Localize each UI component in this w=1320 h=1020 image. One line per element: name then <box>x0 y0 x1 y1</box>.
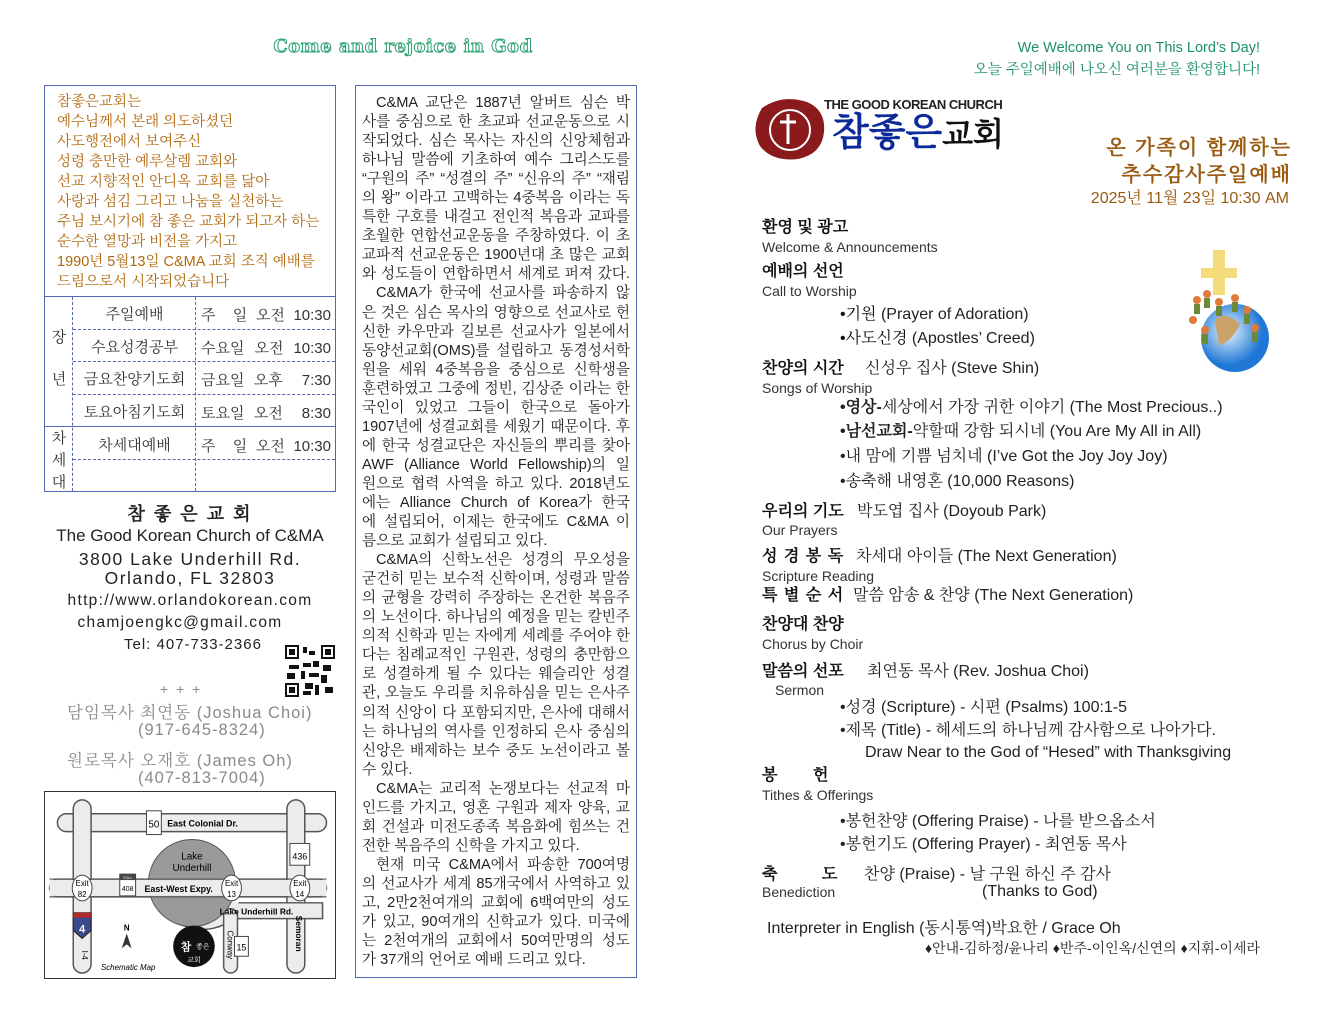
article-line: C&MA 교단은 1887년 알버트 심슨 박 <box>376 95 630 111</box>
email-link[interactable]: chamjoengkc@gmail.com <box>77 614 283 631</box>
item-songs-kr: 찬양의 시간 <box>762 360 844 377</box>
article-line: 굳건히 믿는 보수적 신학이며, 성령과 말씀 <box>362 571 630 588</box>
item-benediction-kr: 축 도 <box>762 866 838 883</box>
article-line: 의 왕” 이라고 고백하는 4중복음 이라는 독 <box>362 190 630 207</box>
article-line: 의 노선이다. 하나님의 예정을 믿는 칼빈주 <box>362 609 630 626</box>
article-line: 관, 오늘도 우리를 치유하심을 믿는 은사주 <box>362 685 630 702</box>
phone: Tel: 407-733-2366 <box>124 636 262 653</box>
item-welcome-en: Welcome & Announcements <box>762 239 938 255</box>
benediction-praise-en: (Thanks to God) <box>982 883 1098 900</box>
item-special-kr: 특 별 순 서 <box>762 587 845 604</box>
call-item: •기원 (Prayer of Adoration) <box>840 306 1029 323</box>
divider <box>45 426 335 427</box>
article-line: “구원의 주” “성결의 주” “신유의 주” “재림 <box>362 171 630 188</box>
article-line: 는 하나님의 역사를 인정하되 은사 중심의 <box>362 723 630 740</box>
prayer-leader: 박도엽 집사 (Doyoub Park) <box>857 503 1047 520</box>
article-line: 회 건설과 미전도종족 복음화에 힘쓰는 건 <box>362 818 630 835</box>
sermon-title-en: Draw Near to the God of “Hesed” with Thanksgiving <box>865 744 1232 761</box>
article-line: 와 성도들이 연합하면서 세계로 퍼져 갔다. <box>362 266 630 283</box>
map-label: 좋은 <box>196 943 210 951</box>
article-line: 가 37개의 언어로 예배 드리고 있다. <box>362 952 586 969</box>
article-line: 작되었다. 심슨 목사는 자신의 신앙체험과 <box>362 133 630 150</box>
offering-item: •봉헌찬양 (Offering Praise) - 나를 받으옵소서 <box>840 813 1156 830</box>
benediction-praise: 찬양 (Praise) - 날 구원 하신 주 감사 <box>864 866 1112 883</box>
songs-leader: 신성우 집사 (Steve Shin) <box>865 360 1040 377</box>
sermon-title: •제목 (Title) - 헤세드의 하나님께 감사함으로 나아가다. <box>840 722 1217 739</box>
item-choir-kr: 찬양대 찬양 <box>762 616 844 633</box>
article-line: 현재 미국 C&MA에서 파송한 700여명 <box>376 856 630 873</box>
article-line: 신앙은 배제하는 보수 중도 노선이라고 볼 <box>362 742 630 759</box>
item-offering-kr: 봉 헌 <box>762 767 829 784</box>
offering-item: •봉헌기도 (Offering Prayer) - 최연동 목사 <box>840 836 1127 853</box>
schedule-row <box>73 428 335 461</box>
article-line: 국인이 있었고 그들이 한국으로 돌아가 <box>362 399 630 416</box>
service-title-line1: 온 가족이 함께하는 <box>1106 137 1292 159</box>
sermon-scripture: •성경 (Scripture) - 시편 (Psalms) 100:1-5 <box>840 699 1128 716</box>
item-call-en: Call to Worship <box>762 283 857 299</box>
service-time: 수요일 오전 10:30 <box>201 339 331 357</box>
song-item: •송축해 내영혼 (10,000 Reasons) <box>840 473 1075 490</box>
map-label: 82 <box>77 889 87 899</box>
article-line: 교파적 선교운동은 1900년대 초 많은 교회 <box>362 247 630 264</box>
vision-line: 주님 보시기에 참 좋은 교회가 되고자 하는 <box>57 214 320 230</box>
article-line: 고, 2만2천여개의 교회에 6백여만의 성도 <box>362 894 630 911</box>
map-label: 13 <box>227 889 236 899</box>
map-label-semoran: Semoran <box>293 915 304 952</box>
schematic-map <box>44 791 336 979</box>
logo-text-kr: 참좋은교회 <box>832 112 1004 154</box>
item-offering-en: Tithes & Offerings <box>762 787 874 803</box>
map-label-lake: Lake <box>181 851 203 863</box>
article-line: 다는 침례교적인 구원관, 성령의 충만함으 <box>362 647 630 664</box>
senior-pastor-phone: (917-645-8324) <box>138 721 266 739</box>
cross-decoration: + + + <box>160 681 203 697</box>
map-label: 교회 <box>187 957 201 965</box>
map-label-lake: Underhill <box>172 863 212 875</box>
article-line: 특한 구호를 내걸고 전인적 복음과 교파를 <box>362 209 630 226</box>
welcome-kr: 오늘 주일예배에 나오신 여러분을 환영합니다! <box>973 62 1260 78</box>
map-label: 4 <box>79 923 86 936</box>
call-item: •사도신경 (Apostles’ Creed) <box>840 330 1035 347</box>
item-sermon-kr: 말씀의 선포 <box>762 663 844 680</box>
article-line: 원을 세워 4중복음을 중심으로 신학생을 <box>362 361 630 378</box>
article-line: 동양선교회(OMS)를 설립하고 동경성서학 <box>362 342 630 359</box>
vision-line: 사도행전에서 보여주신 <box>57 134 202 150</box>
service-name: 수요성경공부 <box>91 338 178 356</box>
website-link[interactable]: http://www.orlandokorean.com <box>67 592 313 609</box>
vision-line: 참좋은교회는 <box>57 94 142 110</box>
welcome-en: We Welcome You on This Lord’s Day! <box>1017 40 1260 56</box>
article-line: 사를 중심으로 한 초교파 선교운동으로 시 <box>362 114 630 131</box>
item-prayer-en: Our Prayers <box>762 522 838 538</box>
item-choir-en: Chorus by Choir <box>762 636 864 652</box>
service-title-line2: 추수감사주일예배 <box>1121 164 1292 186</box>
service-time: 주 일 오전 10:30 <box>201 437 331 455</box>
item-welcome-kr: 환영 및 광고 <box>762 219 849 236</box>
article-line: C&MA는 교리적 논쟁보다는 선교적 마 <box>376 780 630 797</box>
article-line: 의적 신앙이 다 포함되지만, 은사에 대해서 <box>362 704 630 721</box>
vision-line: 선교 지향적인 안디옥 교회를 닮아 <box>57 174 270 190</box>
motto-heading: Come and rejoice in God <box>273 36 533 57</box>
article-line: 은 것은 심슨 목사의 영향으로 선교사로 헌 <box>362 304 630 321</box>
map-label: 참 <box>180 941 192 954</box>
map-label: 14 <box>295 889 305 899</box>
map-label: 436 <box>292 851 308 862</box>
article-line: 에는 Alliance Church of Korea가 한국 <box>362 494 630 511</box>
item-call-kr: 예배의 선언 <box>762 263 844 280</box>
service-time: 금요일 오후 7:30 <box>201 372 331 390</box>
article-line: 로 성결하게 될 수 있다는 웨슬리안 성결 <box>362 666 630 683</box>
article-line: 의 선교사가 세계 85개국에서 사역하고 있 <box>362 875 630 892</box>
article-line: 의 균형을 강력히 주장하는 온건한 복음주 <box>362 590 630 607</box>
church-name-kr: 참 좋 은 교 회 <box>127 504 253 524</box>
map-label-conway: Conway <box>225 930 235 960</box>
service-name: 토요아침기도회 <box>83 404 186 422</box>
vision-line: 예수님께서 본래 의도하셨던 <box>57 114 234 130</box>
map-label: Exit <box>293 878 307 888</box>
church-name-en: The Good Korean Church of C&MA <box>56 526 324 545</box>
article-line: C&MA가 한국에 선교사를 파송하지 않 <box>376 285 630 302</box>
service-date: 2025년 11월 23일 10:30 AM <box>1090 190 1289 207</box>
sermon-preacher: 최연동 목사 (Rev. Joshua Choi) <box>867 663 1089 680</box>
map-label-lake-underhill-rd: Lake Underhill Rd. <box>219 906 294 917</box>
qr-code-icon[interactable] <box>285 645 335 697</box>
map-label: Exit <box>75 878 89 888</box>
worship-schedule-table <box>44 296 336 492</box>
map-label: N <box>123 923 130 933</box>
vision-line: 드림으로서 시작되었습니다 <box>57 274 230 290</box>
north-arrow-icon <box>122 933 132 948</box>
song-item: •내 맘에 기쁨 넘치네 (I’ve Got the Joy Joy Joy) <box>840 448 1168 465</box>
emeritus-pastor: 원로목사 오재호 (James Oh) <box>67 752 293 770</box>
address-line1: 3800 Lake Underhill Rd. <box>78 549 302 569</box>
song-item: •남선교회-약할때 강함 되시네 (You Are My All in All) <box>840 423 1202 440</box>
map-label: 50 <box>148 819 160 831</box>
article-line: 름으로 교회가 설립되고 있다. <box>362 533 548 550</box>
church-logo <box>752 96 1022 162</box>
map-label: 408 <box>121 885 134 893</box>
article-line: 1907년에 성결교회를 세웠기 때문이다. 후 <box>362 418 630 435</box>
article-line: 전한 복음주의 신학을 가지고 있다. <box>362 837 580 854</box>
item-prayer-kr: 우리의 기도 <box>762 503 844 520</box>
article-line: 에 설립되어, 이제는 한국에도 C&MA 이 <box>362 514 630 531</box>
schedule-row <box>73 461 335 494</box>
vision-line: 성령 충만한 예루살렘 교회와 <box>57 154 238 170</box>
emeritus-pastor-phone: (407-813-7004) <box>138 769 266 787</box>
item-sermon-en: Sermon <box>775 682 825 698</box>
item-scripture-kr: 성 경 봉 독 <box>762 548 845 565</box>
article-line: 에 한국 성결교단은 자신들의 뿌리를 찾아 <box>362 437 630 454</box>
special-item: 말씀 암송 & 찬양 (The Next Generation) <box>853 587 1134 604</box>
service-time: 토요일 오전 8:30 <box>201 405 331 423</box>
article-line: 의적 신학과 믿는 자에게 세례를 주어야 한 <box>362 628 630 645</box>
interpreter: Interpreter in English (동시통역)박요한 / Grace Oh <box>767 920 1121 937</box>
senior-pastor: 담임목사 최연동 (Joshua Choi) <box>67 704 313 722</box>
article-line: 수 있다. <box>362 761 413 778</box>
map-caption: Schematic Map <box>100 963 156 973</box>
item-benediction-en: Benediction <box>762 884 836 900</box>
article-line: C&MA의 신학노선은 성경의 무오성을 <box>376 552 630 569</box>
vision-statement <box>44 85 336 297</box>
item-songs-en: Songs of Worship <box>762 380 873 396</box>
schedule-row <box>73 297 335 330</box>
children-on-globe-illustration <box>1185 250 1271 380</box>
map-label: Exit <box>224 878 239 888</box>
map-label-expressway: East-West Expy. <box>144 883 213 894</box>
map-label-i4: I-4 <box>80 950 90 960</box>
service-name: 금요찬양기도회 <box>83 371 186 389</box>
map-label: TOLL <box>122 875 133 881</box>
song-item: •영상-세상에서 가장 귀한 이야기 (The Most Precious..) <box>840 399 1223 416</box>
schedule-row <box>73 362 335 395</box>
article-line: 인드를 가지고, 영혼 구원과 제자 양육, 교 <box>362 799 630 816</box>
vision-line: 1990년 5월13일 C&MA 교회 조직 예배를 <box>57 254 315 270</box>
map-label-colonial: East Colonial Dr. <box>167 818 238 829</box>
group-label-adult: 장 년 <box>51 329 67 388</box>
item-scripture-en: Scripture Reading <box>762 568 875 584</box>
article-line: 하나님 말씀에 기초하여 예수 그리스도를 <box>362 152 630 169</box>
service-name: 주일예배 <box>105 306 164 323</box>
article-line: AWF (Alliance World Fellowship)의 일 <box>362 456 630 473</box>
article-line: 가 있고, 90여개의 신학교가 있다. 미국에 <box>362 914 630 931</box>
scripture-reader: 차세대 아이들 (The Next Generation) <box>856 548 1117 565</box>
article-line: 는 2천여개의 교회에서 50여만명의 성도 <box>362 933 630 950</box>
article-line: 훈련하였고 그중에 정빈, 김상준 이라는 한 <box>362 380 630 397</box>
article-line: 원으로 협력 사역을 하고 있다. 2018년도 <box>362 475 630 492</box>
article-line: 신한 카우만과 길보른 선교사가 일본에서 <box>362 323 630 340</box>
vision-line: 순수한 열망과 비전을 가지고 <box>57 234 238 250</box>
group-label-nextgen: 차 세 대 <box>51 430 67 491</box>
vision-line: 사랑과 섬김 그리고 나눔을 실천하는 <box>57 194 284 210</box>
map-label: 15 <box>236 942 247 953</box>
service-name: 차세대예배 <box>98 436 171 454</box>
logo-text-en: THE GOOD KOREAN CHURCH <box>824 97 1003 112</box>
schedule-row <box>73 330 335 363</box>
address-line2: Orlando, FL 32803 <box>104 568 276 588</box>
church-emblem-icon <box>752 96 828 162</box>
article-line: 초월한 연합선교운동을 주창하였다. 이 초 <box>362 228 630 245</box>
cma-history-article <box>355 85 637 978</box>
service-time: 주 일 오전 10:30 <box>201 307 331 324</box>
staff-list: ♦안내-김하정/윤나리 ♦반주-이인옥/신연의 ♦지휘-이세라 <box>925 940 1260 956</box>
schedule-row <box>73 395 335 428</box>
